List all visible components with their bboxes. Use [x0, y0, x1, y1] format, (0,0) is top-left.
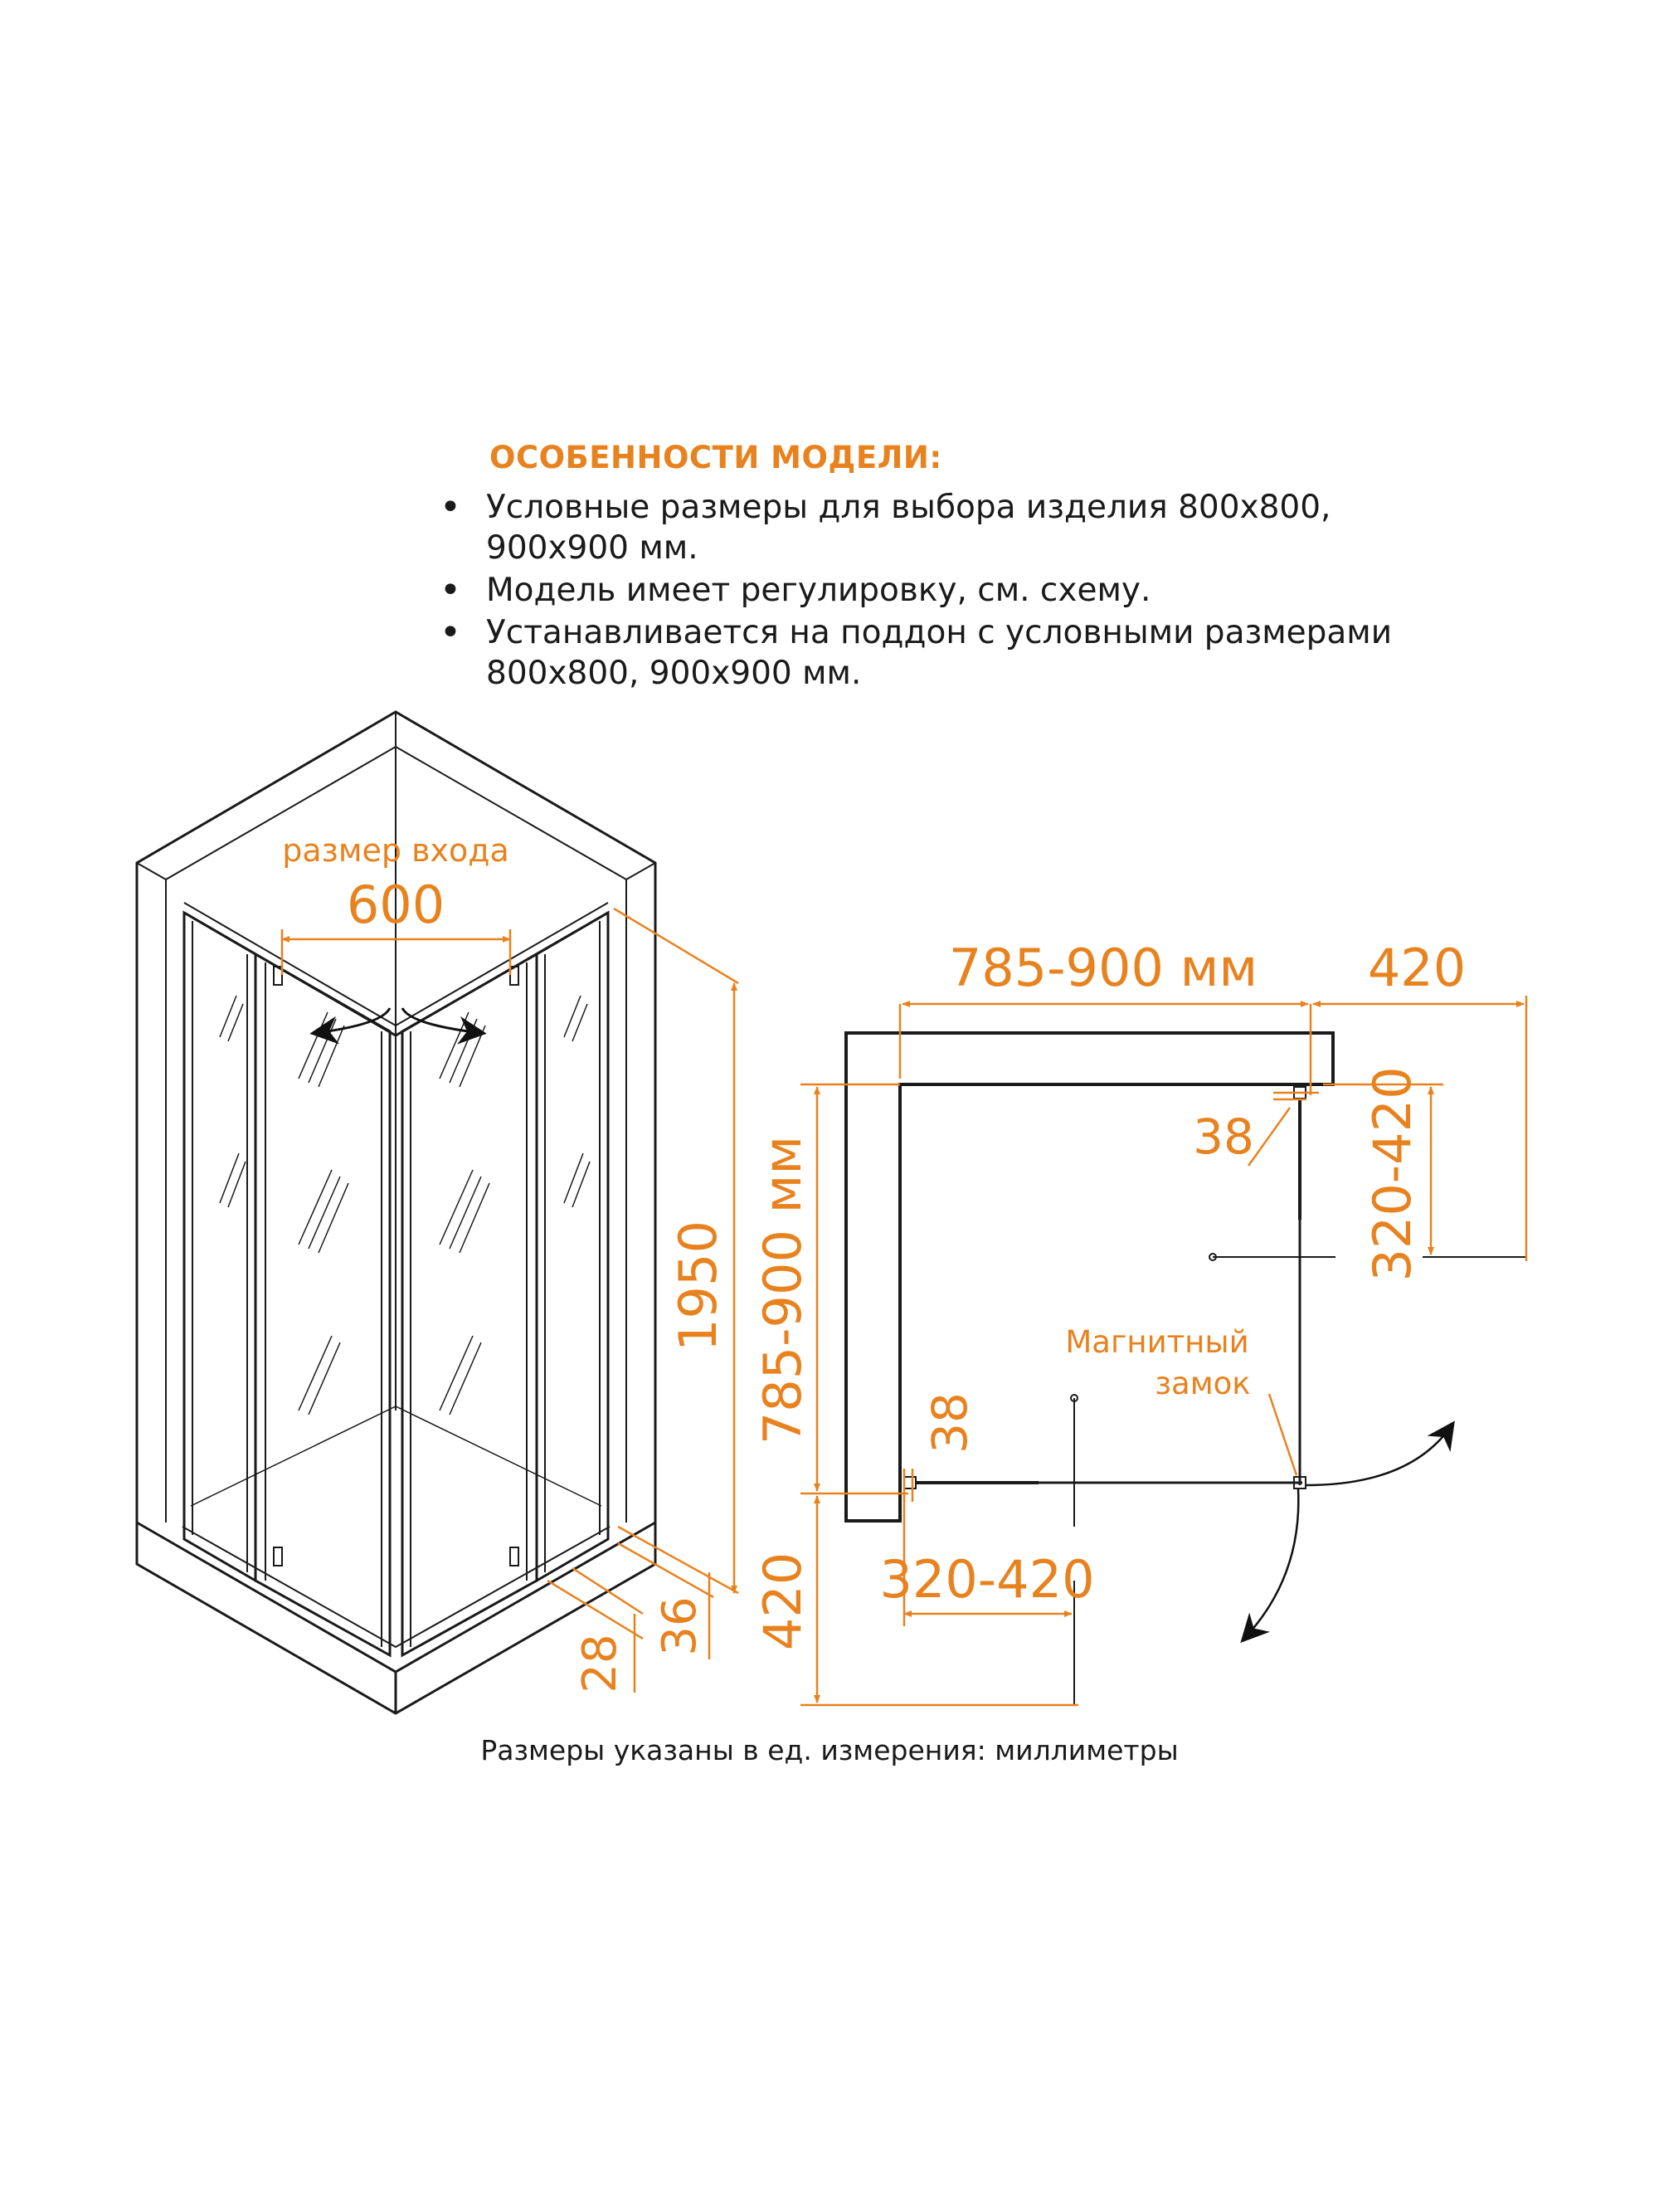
features-title: ОСОБЕННОСТИ МОДЕЛИ:: [489, 440, 942, 475]
door-swing-arc-right: [1306, 1425, 1452, 1485]
plan-width-value: 785-900 мм: [948, 938, 1258, 998]
handle: [274, 1547, 282, 1566]
plan-open-bottom-value: 420: [752, 1552, 813, 1651]
profile-left-value: 38: [922, 1392, 978, 1454]
magnetic-lock-label-1: Магнитный: [1065, 1324, 1249, 1360]
handle: [510, 1547, 518, 1566]
plan-depth-value: 785-900 мм: [752, 1135, 813, 1445]
dim-36: 36: [653, 1596, 707, 1656]
adjust-bottom-value: 320-420: [879, 1549, 1095, 1610]
magnet-leader: [1269, 1394, 1297, 1475]
feature-item: • Устанавливается на поддон с условными размерами 800х800, 900х900 мм.: [440, 612, 1477, 694]
profile-top-value: 38: [1193, 1108, 1254, 1165]
dim-28: 28: [573, 1634, 627, 1693]
glass-hatch: [220, 996, 590, 1415]
left-fixed-panel: [184, 913, 255, 1581]
feature-item: • Модель имеет регулировку, см. схему.: [440, 570, 1477, 611]
magnetic-lock-label-2: замок: [1155, 1366, 1251, 1401]
walls-plan: [846, 1033, 1333, 1521]
profile-left: [904, 1477, 916, 1488]
height-value: 1950: [668, 1220, 728, 1352]
door-swing-arc-left: [1244, 1489, 1298, 1639]
entry-size-value: 600: [346, 875, 445, 935]
feature-item: • Условные размеры для выбора изделия 800х800, 900х900 мм.: [440, 487, 1477, 568]
units-note: Размеры указаны в ед. измерения: миллиметры: [480, 1734, 1179, 1766]
left-door-panel: [255, 954, 390, 1655]
right-door-panel: [402, 954, 537, 1655]
adjust-right-value: 320-420: [1362, 1066, 1423, 1282]
entry-size-label: размер входа: [282, 832, 509, 869]
door-swing-right: [402, 1008, 481, 1033]
plan-open-right-value: 420: [1367, 938, 1467, 998]
